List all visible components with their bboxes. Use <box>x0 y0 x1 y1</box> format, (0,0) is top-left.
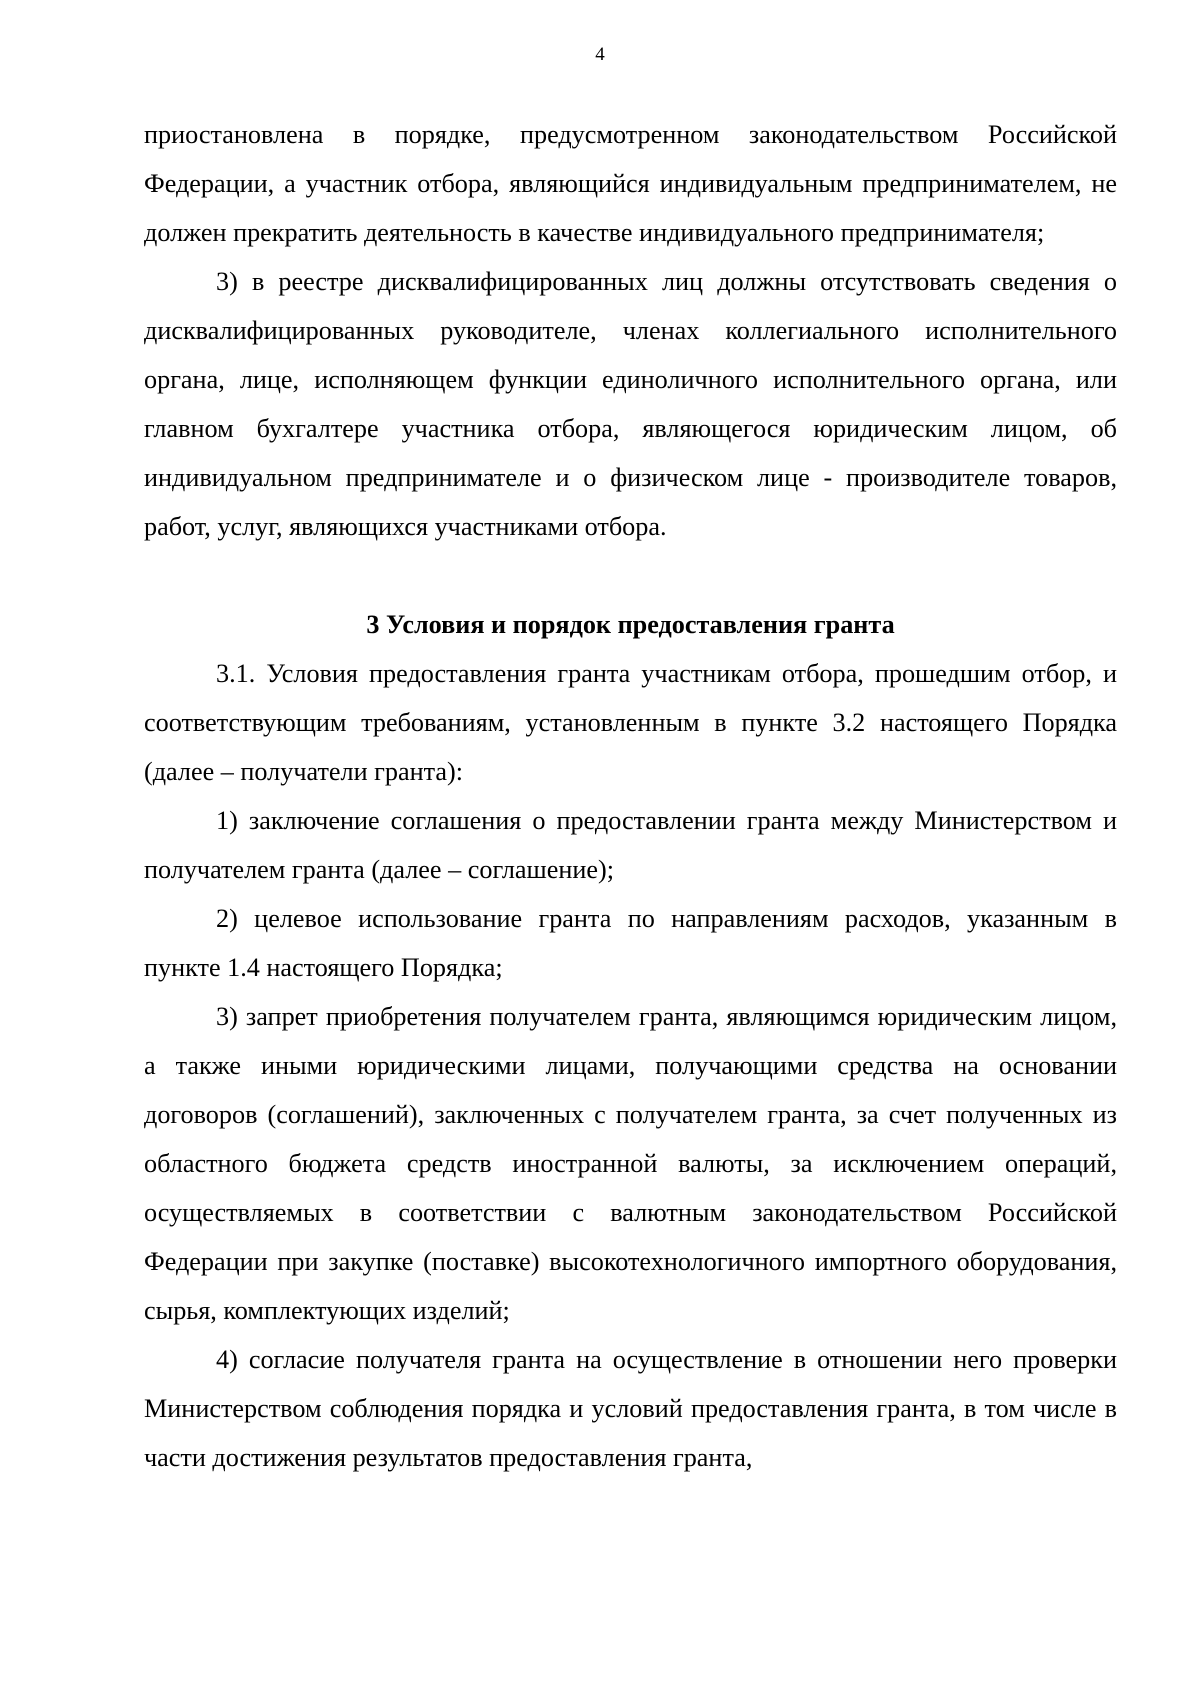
page-number: 4 <box>595 44 605 65</box>
paragraph-3-1-conditions: 3.1. Условия предоставления гранта участникам отбора, прошедшим отбор, и соответствующим требованиям, установленным в пункте 3.2 настоящего Порядка (далее – получатели гранта): <box>144 659 1117 786</box>
paragraph-condition-2: 2) целевое использование гранта по направлениям расходов, указанным в пункте 1.4 настоящего Порядка; <box>144 904 1117 982</box>
paragraph-item-3-disqualified-registry: 3) в реестре дисквалифицированных лиц должны отсутствовать сведения о дисквалифицированных руководителе, членах коллегиального исполнительного органа, лице, исполняющем функции единоличного исполнительного органа, или главном бухгалтере участника отбора, являющегося юридическим лицом, об индивидуальном предпринимателе и о физическом лице - производителе товаров, работ, услуг, являющихся участниками отбора. <box>144 267 1117 541</box>
section-heading: 3 Условия и порядок предоставления гранта <box>366 610 895 639</box>
paragraph-condition-4: 4) согласие получателя гранта на осуществление в отношении него проверки Министерством соблюдения порядка и условий предоставления гранта, в том числе в части достижения результатов предоставления гранта, <box>144 1345 1117 1472</box>
document-body <box>144 110 1117 1482</box>
paragraph-condition-1: 1) заключение соглашения о предоставлении гранта между Министерством и получателем гранта (далее – соглашение); <box>144 806 1117 884</box>
paragraph-continuation: приостановлена в порядке, предусмотренном законодательством Российской Федерации, а участник отбора, являющийся индивидуальным предпринимателем, не должен прекратить деятельность в качестве индивидуального предпринимателя; <box>144 120 1117 247</box>
paragraph-condition-3: 3) запрет приобретения получателем гранта, являющимся юридическим лицом, а также иными юридическими лицами, получающими средства на основании договоров (соглашений), заключенных с получателем гранта, за счет полученных из областного бюджета средств иностранной валюты, за исключением операций, осуществляемых в соответствии с валютным законодательством Российской Федерации при закупке (поставке) высокотехнологичного импортного оборудования, сырья, комплектующих изделий; <box>144 1002 1117 1325</box>
